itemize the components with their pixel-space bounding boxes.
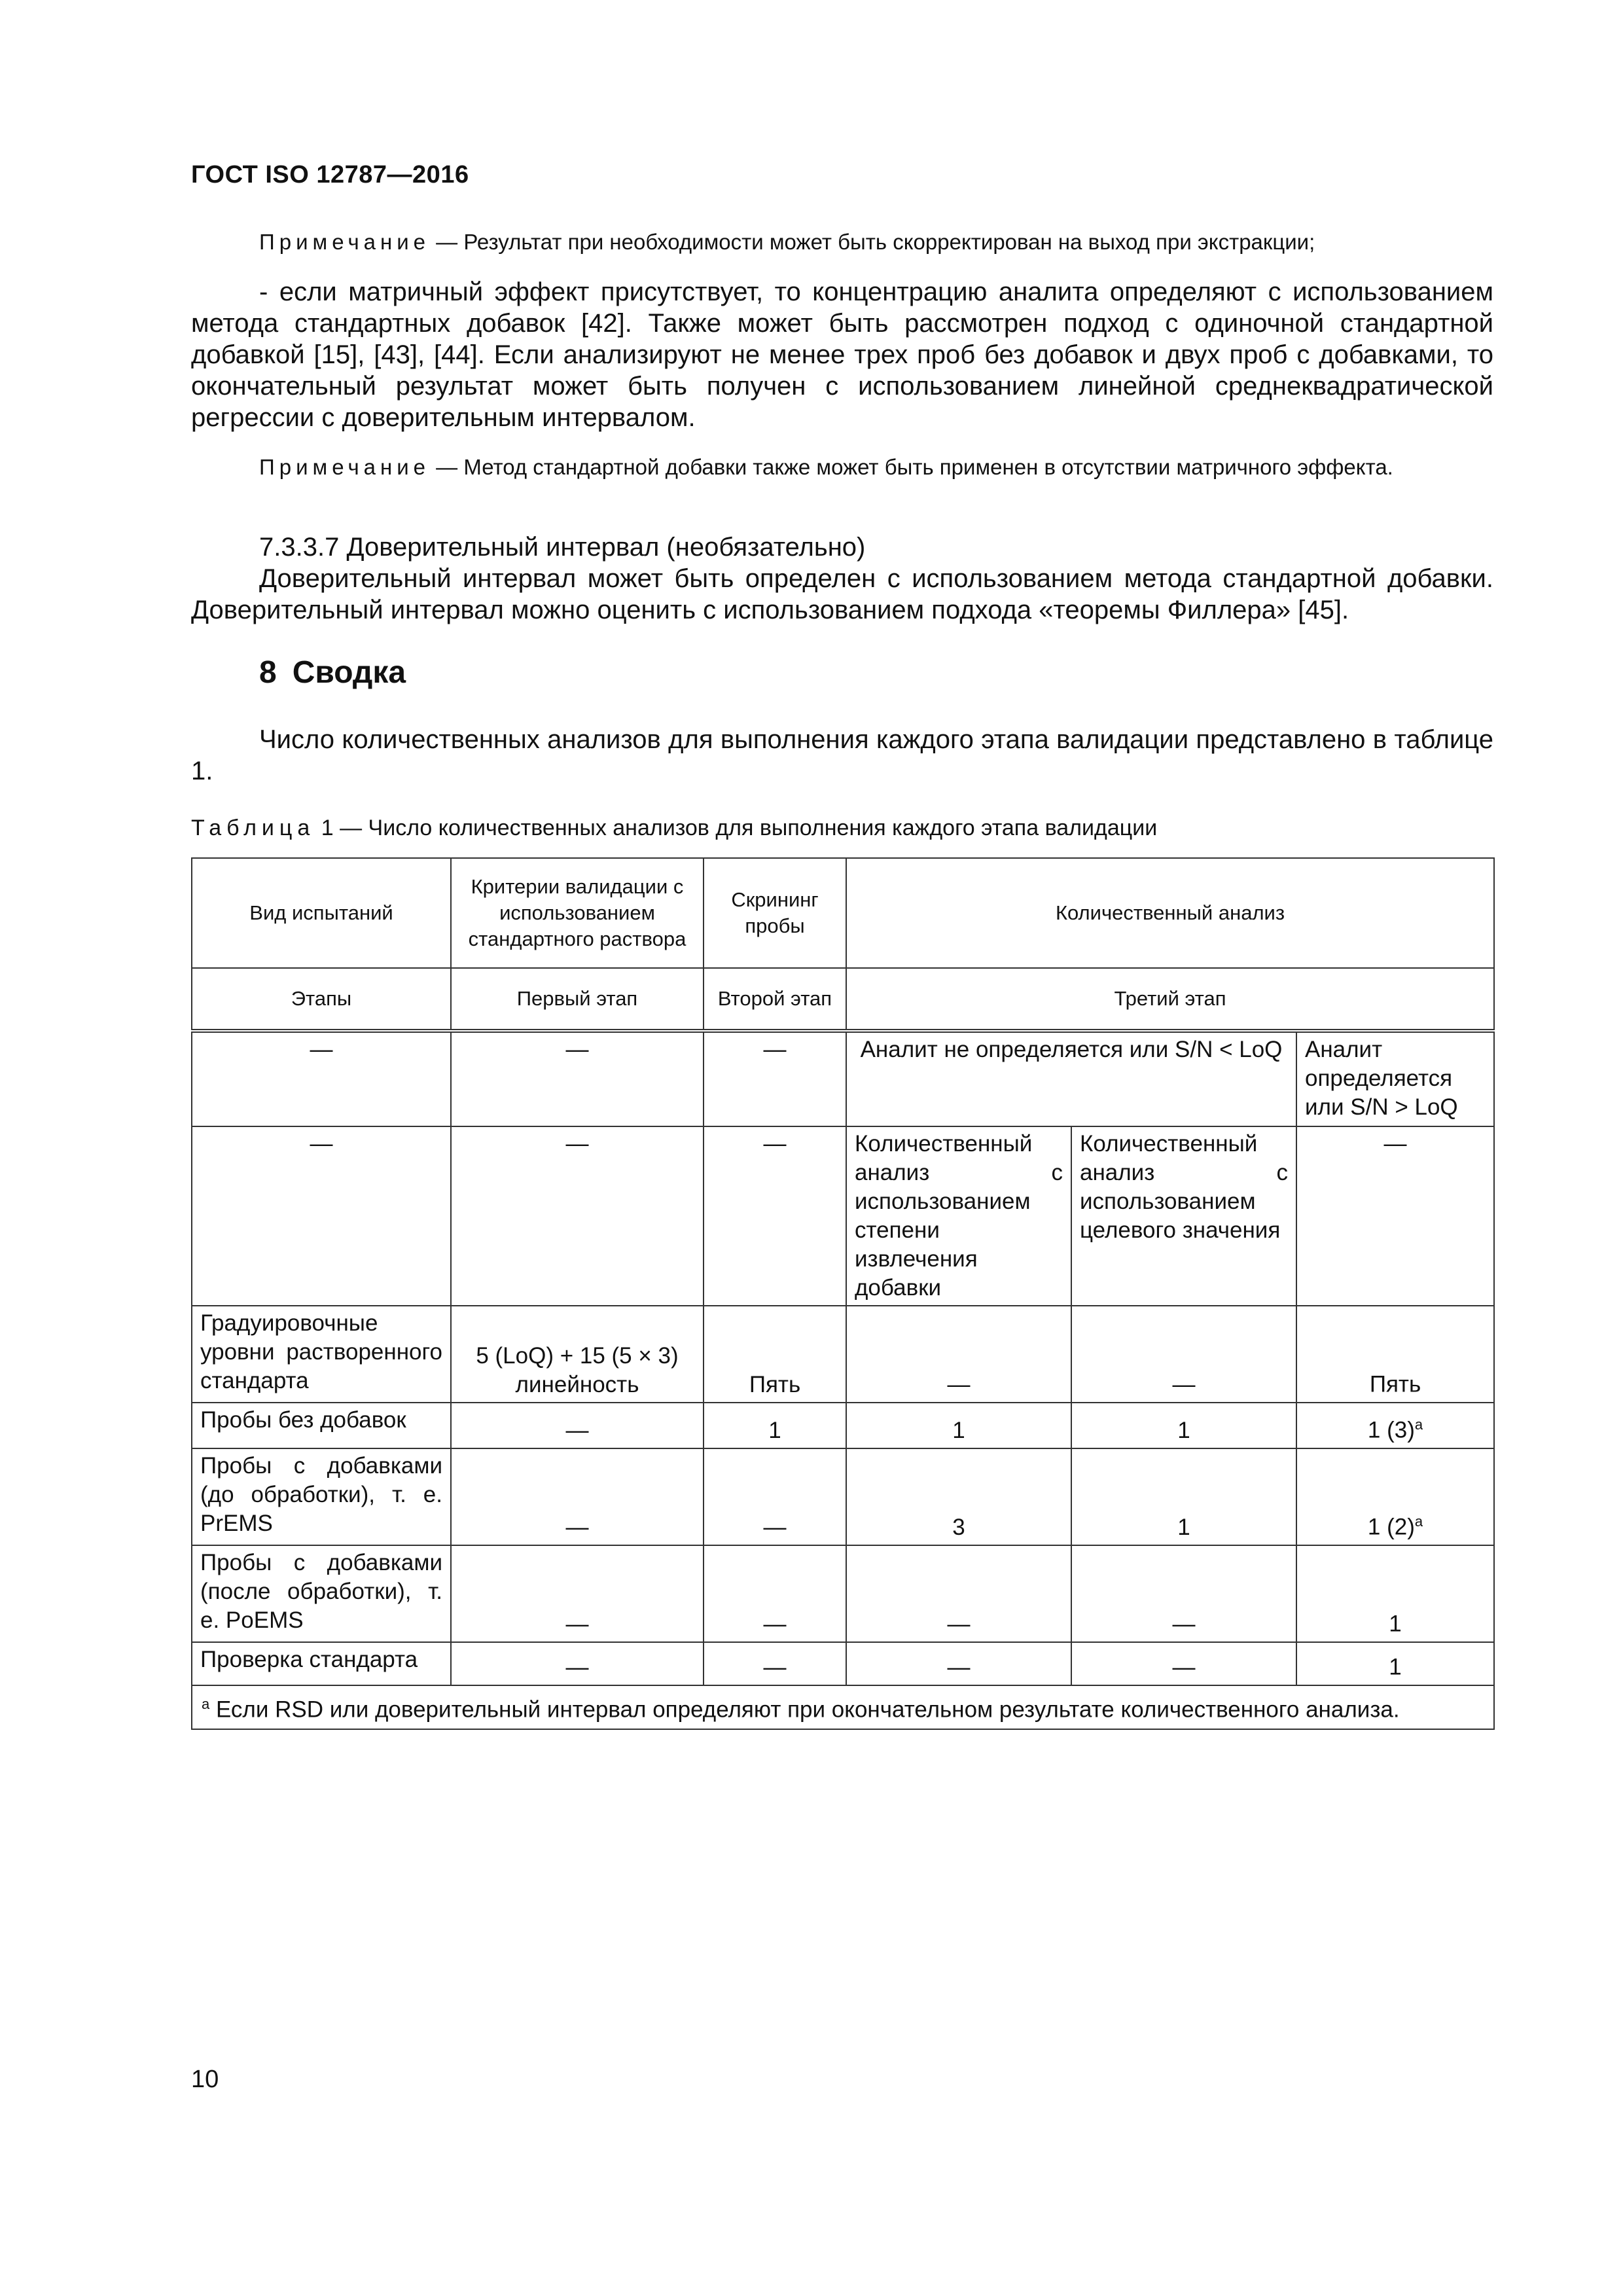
footnote-ref: a (1414, 1513, 1423, 1530)
footnote-text: Если RSD или доверительный интервал определяют при окончательном результате количественного анализа. (215, 1696, 1400, 1723)
table-cell-value: 1 (2) (1367, 1515, 1415, 1540)
table-row-label: Пробы без добавок (192, 1403, 451, 1448)
table-row (192, 1448, 1494, 1545)
subsection-heading: 7.3.3.7 Доверительный интервал (необязательно) (259, 533, 866, 562)
footnote-ref: a (1414, 1416, 1423, 1433)
paragraph-confidence-interval: Доверительный интервал может быть определен с использованием метода стандартной добавки. Доверительный интервал можно оценить с использованием подхода «теоремы Филлера» [45]. (191, 564, 1493, 624)
table-cell: 3 (846, 1448, 1071, 1545)
table-cell-value: 1 (3) (1367, 1418, 1415, 1443)
table-cell: — (451, 1031, 704, 1126)
table-row (192, 1031, 1494, 1126)
table-row (192, 1545, 1494, 1642)
note-1 (191, 226, 1493, 258)
table-cell: 1 (704, 1403, 846, 1448)
note-label: Примечание (259, 455, 431, 479)
table-row (192, 1403, 1494, 1448)
table-cell-quant-target: Количественный анализ с использованием целевого значения (1071, 1126, 1296, 1306)
caption-text: 1 — Число количественных анализов для выполнения каждого этапа валидации (315, 816, 1158, 840)
table-row (192, 1306, 1494, 1403)
table-row-label: Пробы с добавками (до обработки), т. е. PrEMS (192, 1448, 451, 1545)
header-second-stage: Второй этап (704, 968, 846, 1031)
note-text: — Метод стандартной добавки также может быть применен в отсутствии матричного эффекта. (430, 455, 1393, 479)
table-cell: — (192, 1031, 451, 1126)
table-cell: — (451, 1642, 704, 1685)
table-cell: 5 (LoQ) + 15 (5 × 3) линейность (451, 1306, 704, 1403)
table-row (192, 1642, 1494, 1685)
table-row-label: Проверка стандарта (192, 1642, 451, 1685)
table-cell-analyte-not-determined: Аналит не определяется или S/N < LoQ (846, 1031, 1296, 1126)
header-validation-criteria: Критерии валидации с использованием стандартного раствора (451, 858, 704, 968)
table-cell (1296, 1306, 1494, 1403)
table-cell (1296, 1642, 1494, 1685)
table-caption (191, 816, 1157, 841)
table-cell: — (846, 1642, 1071, 1685)
footnote-mark: a (202, 1696, 210, 1712)
table-cell: — (846, 1306, 1071, 1403)
header-stages: Этапы (192, 968, 451, 1031)
table-cell: 1 (1071, 1403, 1296, 1448)
table-stages-row (192, 968, 1494, 1031)
table-cell: — (1296, 1126, 1494, 1306)
table-cell: — (451, 1545, 704, 1642)
table-cell: — (704, 1545, 846, 1642)
paragraph-standard-addition: - если матричный эффект присутствует, то концентрацию аналита определяют с использованием метода стандартных добавок [42]. Также может быть рассмотрен подход с одиночной стандартной добавкой [15], [43], [44]. Если анализируют не менее трех проб без добавок и двух проб с добавками, то окончательный результат может быть получен с использованием линейной среднеквадратической регрессии с доверительным интервалом. (191, 278, 1493, 432)
table-cell-quant-recovery: Количественный анализ с использованием степени извлечения добавки (846, 1126, 1071, 1306)
section-number: 8 (259, 655, 277, 690)
validation-table (191, 857, 1495, 1730)
table-cell: — (1071, 1642, 1296, 1685)
header-test-type: Вид испытаний (192, 858, 451, 968)
caption-label: Таблица (191, 816, 315, 840)
table-cell: — (451, 1126, 704, 1306)
table-header-row (192, 858, 1494, 968)
table-cell: 1 (1071, 1448, 1296, 1545)
header-screening: Скрининг пробы (704, 858, 846, 968)
section-heading (259, 655, 421, 691)
header-first-stage: Первый этап (451, 968, 704, 1031)
table-cell: — (1071, 1545, 1296, 1642)
page-number: 10 (191, 2066, 219, 2093)
header-third-stage: Третий этап (846, 968, 1494, 1031)
table-footnote-row (192, 1685, 1494, 1729)
table-cell: — (846, 1545, 1071, 1642)
table-cell: — (704, 1031, 846, 1126)
table-row-label: Пробы с добавками (после обработки), т. е. PoEMS (192, 1545, 451, 1642)
table-cell: — (451, 1403, 704, 1448)
note-2 (191, 452, 1493, 483)
note-text: — Результат при необходимости может быть скорректирован на выход при экстракции; (430, 230, 1315, 254)
table-cell (1296, 1403, 1494, 1448)
note-label: Примечание (259, 230, 431, 254)
table-cell: — (704, 1642, 846, 1685)
table-cell-value: Пять (1369, 1372, 1421, 1397)
table-row (192, 1126, 1494, 1306)
section-title: Сводка (292, 655, 406, 690)
table-cell: 1 (846, 1403, 1071, 1448)
table-cell-analyte-determined: Аналит определяется или S/N > LoQ (1296, 1031, 1494, 1126)
table-row-label: Градуировочные уровни растворенного стандарта (192, 1306, 451, 1403)
table-cell: Пять (704, 1306, 846, 1403)
table-cell-value: 1 (1389, 1611, 1402, 1637)
paragraph-summary: Число количественных анализов для выполнения каждого этапа валидации представлено в таблице 1. (191, 725, 1493, 785)
table-footnote (192, 1685, 1494, 1729)
document-header: ГОСТ ISO 12787—2016 (191, 161, 469, 188)
table-cell (1296, 1545, 1494, 1642)
table-cell: — (192, 1126, 451, 1306)
table-cell: — (451, 1448, 704, 1545)
header-quantitative: Количественный анализ (846, 858, 1494, 968)
table-cell: — (704, 1448, 846, 1545)
table-cell-value: 1 (1389, 1655, 1402, 1680)
table-cell: — (1071, 1306, 1296, 1403)
table-cell (1296, 1448, 1494, 1545)
table-cell: — (704, 1126, 846, 1306)
